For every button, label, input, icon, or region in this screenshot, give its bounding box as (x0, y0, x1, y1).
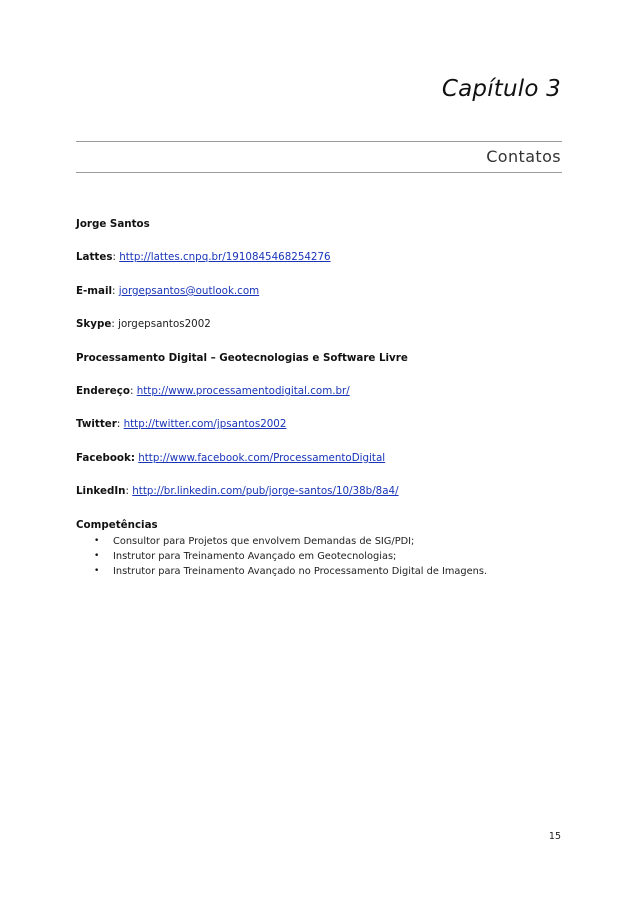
competencias-list (76, 534, 566, 579)
endereco-label: Endereço (76, 384, 130, 397)
bullet-icon: • (94, 565, 100, 576)
lattes-line (76, 249, 566, 265)
linkedin-separator: : (125, 485, 133, 498)
competencias-heading-line (76, 517, 566, 533)
contacts-content (76, 216, 566, 579)
bullet-icon: • (94, 535, 100, 546)
email-separator: : (112, 284, 119, 297)
lattes-separator: : (112, 251, 120, 264)
organization-name: Processamento Digital – Geotecnologias e Software Livre (76, 351, 408, 364)
skype-line (76, 316, 566, 332)
list-item-text: Instrutor para Treinamento Avançado no Processamento Digital de Imagens. (113, 565, 488, 577)
chapter-title: Capítulo 3 (441, 76, 561, 102)
twitter-line (76, 416, 566, 432)
linkedin-label: LinkedIn (76, 485, 126, 498)
list-item (76, 564, 566, 579)
list-item-text: Consultor para Projetos que envolvem Demandas de SIG/PDI; (113, 535, 415, 547)
organization-line (76, 350, 566, 366)
section-title: Contatos (486, 147, 561, 166)
contact-name: Jorge Santos (76, 218, 150, 230)
email-link[interactable]: jorgepsantos@outlook.com (118, 284, 260, 297)
list-item (76, 534, 566, 549)
bullet-icon: • (94, 550, 100, 561)
top-rule (76, 141, 562, 142)
lattes-label: Lattes (76, 251, 113, 264)
endereco-line (76, 383, 566, 399)
email-label: E-mail (76, 284, 113, 297)
bottom-rule (76, 172, 562, 173)
linkedin-link[interactable]: http://br.linkedin.com/pub/jorge-santos/10/38b/8a4/ (132, 485, 399, 498)
lattes-link[interactable]: http://lattes.cnpq.br/1910845468254276 (119, 251, 331, 264)
facebook-label: Facebook: (76, 451, 135, 464)
facebook-link[interactable]: http://www.facebook.com/ProcessamentoDigital (138, 451, 386, 464)
list-item-text: Instrutor para Treinamento Avançado em Geotecnologias; (113, 550, 397, 562)
endereco-link[interactable]: http://www.processamentodigital.com.br/ (136, 384, 350, 397)
facebook-line (76, 450, 566, 466)
competencias-heading: Competências (76, 518, 158, 531)
skype-label: Skype (76, 318, 112, 331)
endereco-separator: : (129, 384, 137, 397)
page-number: 15 (548, 831, 561, 842)
email-line (76, 283, 566, 299)
twitter-label: Twitter (76, 418, 117, 431)
contact-name-line (76, 216, 566, 232)
skype-value: jorgepsantos2002 (118, 318, 211, 331)
linkedin-line (76, 483, 566, 499)
list-item (76, 549, 566, 564)
twitter-link[interactable]: http://twitter.com/jpsantos2002 (123, 418, 287, 431)
twitter-separator: : (116, 418, 124, 431)
skype-separator: : (111, 318, 119, 331)
